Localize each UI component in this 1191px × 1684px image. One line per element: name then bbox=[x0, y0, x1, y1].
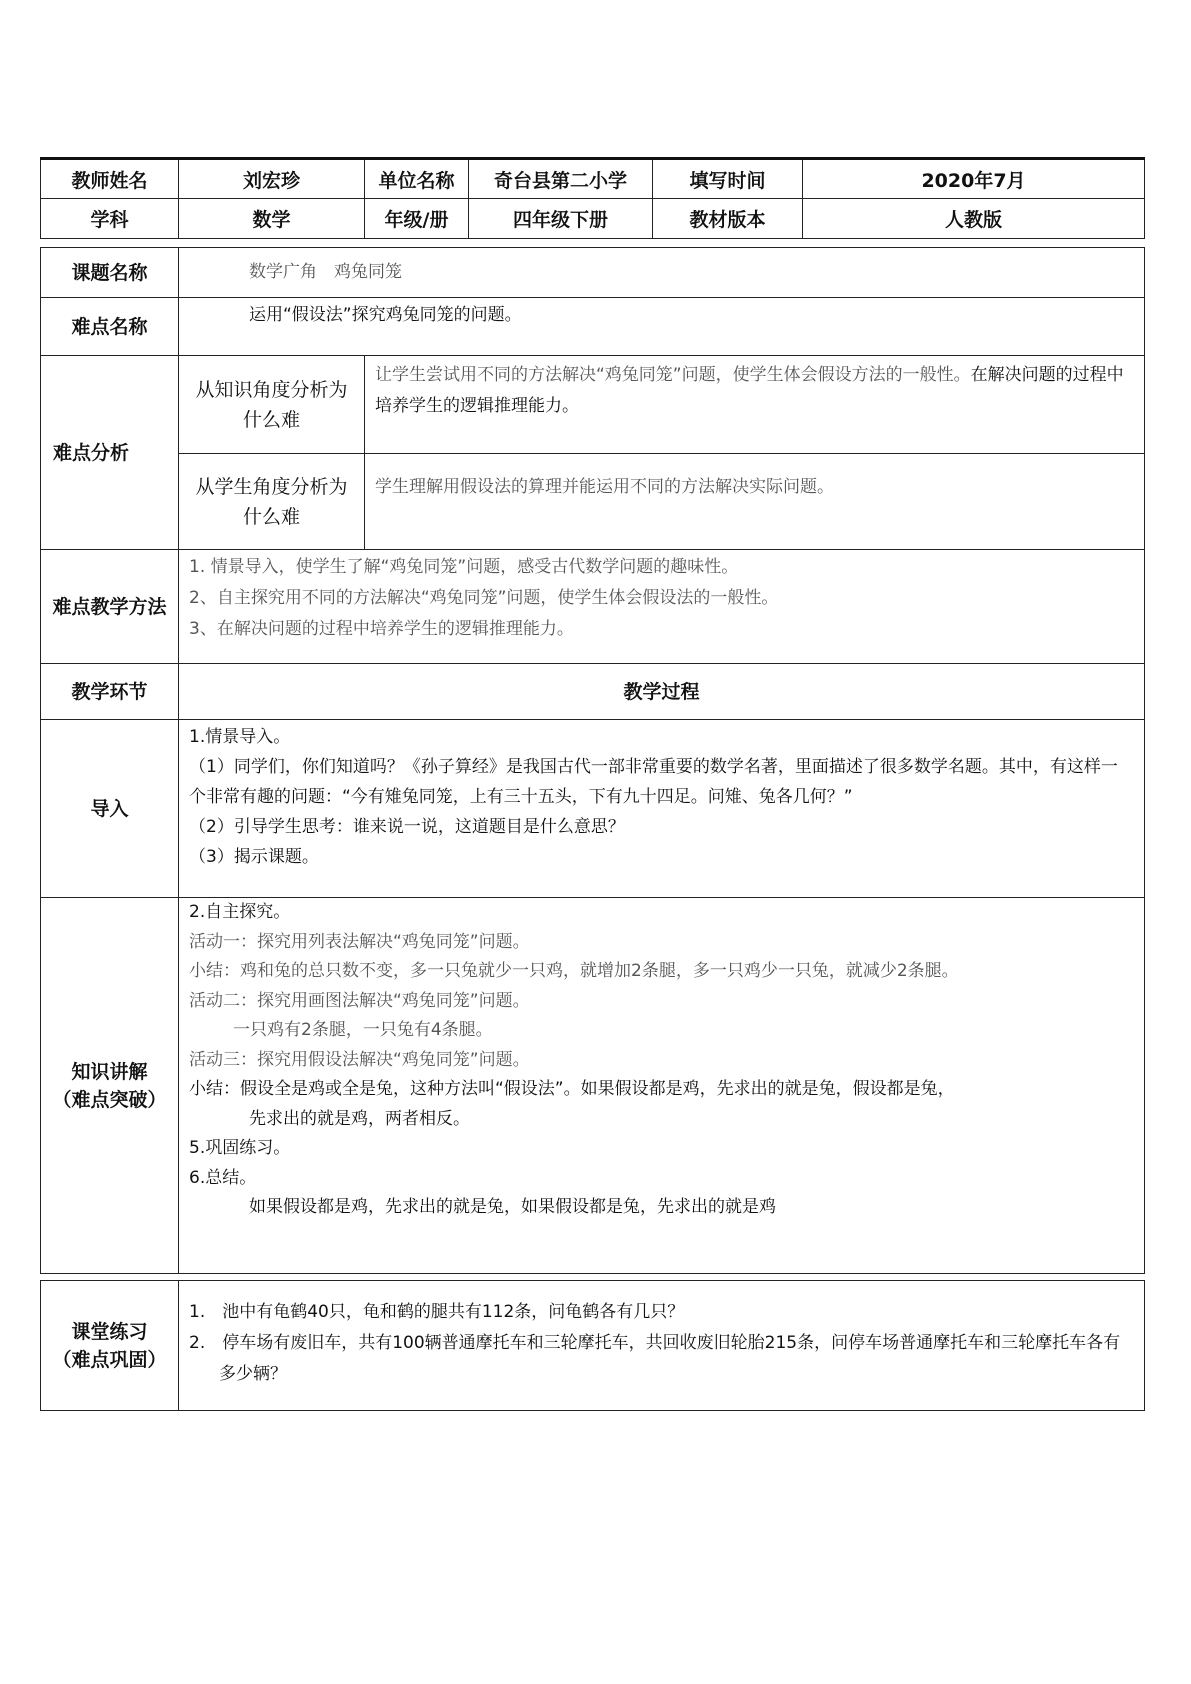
knowledge-angle-text bbox=[365, 356, 1145, 454]
method-label: 难点教学方法 bbox=[41, 550, 179, 664]
explain-line-3: 小结：鸡和兔的总只数不变，多一只兔就少一只鸡，就增加2条腿，多一只鸡少一只兔，就减少2条腿。 bbox=[189, 961, 959, 981]
practice-label: 课堂练习 bbox=[71, 1320, 148, 1343]
method-line-2: 2、自主探究用不同的方法解决“鸡兔同笼”问题，使学生体会假设法的一般性。 bbox=[189, 588, 779, 608]
explain-label: 知识讲解 bbox=[71, 1060, 148, 1083]
explain-line-10: 6.总结。 bbox=[189, 1167, 257, 1188]
intro-label: 导入 bbox=[41, 720, 179, 898]
practice-row bbox=[41, 1281, 1145, 1411]
subject-value: 数学 bbox=[179, 199, 365, 239]
student-angle-label: 从学生角度分析为什么难 bbox=[179, 454, 365, 550]
practice-text bbox=[179, 1281, 1145, 1411]
analysis-student-row bbox=[41, 454, 1145, 550]
teacher-name-value: 刘宏珍 bbox=[179, 159, 365, 199]
intro-text bbox=[179, 720, 1145, 898]
topic-label: 课题名称 bbox=[41, 248, 179, 298]
process-section-label: 教学环节 bbox=[41, 664, 179, 720]
explain-row bbox=[41, 898, 1145, 1274]
unit-name-label: 单位名称 bbox=[365, 159, 469, 199]
method-row bbox=[41, 550, 1145, 664]
intro-line-4: （3）揭示课题。 bbox=[189, 847, 319, 867]
practice-question-2: 2. 停车场有废旧车，共有100辆普通摩托车和三轮摩托车，共回收废旧轮胎215条，问停车场普通摩托车和三轮摩托车各有多少辆？ bbox=[189, 1333, 1121, 1384]
subject-label: 学科 bbox=[41, 199, 179, 239]
process-header-row bbox=[41, 664, 1145, 720]
textbook-label: 教材版本 bbox=[653, 199, 803, 239]
practice-label-cell bbox=[41, 1281, 179, 1411]
explain-line-1: 2.自主探究。 bbox=[189, 902, 291, 922]
analysis-label: 难点分析 bbox=[41, 356, 179, 550]
grade-value: 四年级下册 bbox=[469, 199, 653, 239]
teacher-name-label: 教师姓名 bbox=[41, 159, 179, 199]
spacer-row bbox=[41, 239, 1145, 248]
topic-row bbox=[41, 248, 1145, 298]
intro-row bbox=[41, 720, 1145, 898]
practice-question-1: 1. 池中有龟鹤40只，龟和鹤的腿共有112条，问龟鹤各有几只？ bbox=[189, 1302, 685, 1322]
fill-time-value: 2020年7月 bbox=[803, 159, 1145, 199]
explain-sublabel: （难点突破） bbox=[52, 1088, 167, 1111]
spacer-row-2 bbox=[41, 1274, 1145, 1281]
explain-label-cell bbox=[41, 898, 179, 1274]
knowledge-text-a: 让学生尝试用不同的方法解决“鸡兔同笼”问题，使学生体会假设方法的一般性。 bbox=[375, 365, 971, 385]
explain-line-9: 5.巩固练习。 bbox=[189, 1138, 291, 1158]
intro-line-3: （2）引导学生思考：谁来说一说，这道题目是什么意思？ bbox=[189, 817, 625, 837]
analysis-knowledge-row bbox=[41, 356, 1145, 454]
explain-line-2: 活动一：探究用列表法解决“鸡兔同笼”问题。 bbox=[189, 931, 530, 952]
knowledge-text-b: 在解决问题的过程中培养学生的逻辑推理能力。 bbox=[375, 365, 1124, 416]
difficulty-value: 运用“假设法”探究鸡兔同笼的问题。 bbox=[179, 298, 1145, 356]
intro-line-2: （1）同学们，你们知道吗？《孙子算经》是我国古代一部非常重要的数学名著，里面描述了很多数学名题。其中，有这样一个非常有趣的问题：“今有雉兔同笼，上有三十五头，下有九十四足。问雉、兔各几何？” bbox=[189, 757, 1118, 807]
explain-line-8: 先求出的就是鸡，两者相反。 bbox=[249, 1108, 470, 1129]
method-text bbox=[179, 550, 1145, 664]
textbook-value: 人教版 bbox=[803, 199, 1145, 239]
student-angle-text: 学生理解用假设法的算理并能运用不同的方法解决实际问题。 bbox=[365, 454, 1145, 550]
difficulty-row bbox=[41, 298, 1145, 356]
header-row-1 bbox=[41, 159, 1145, 199]
explain-line-4: 活动二：探究用画图法解决“鸡兔同笼”问题。 bbox=[189, 990, 530, 1011]
knowledge-angle-label: 从知识角度分析为什么难 bbox=[179, 356, 365, 454]
explain-line-7: 小结：假设全是鸡或全是兔，这种方法叫“假设法”。如果假设都是鸡，先求出的就是兔，假设都是兔， bbox=[189, 1079, 955, 1099]
explain-line-6: 活动三：探究用假设法解决“鸡兔同笼”问题。 bbox=[189, 1049, 530, 1070]
explain-line-5: 一只鸡有2条腿，一只兔有4条腿。 bbox=[233, 1020, 493, 1040]
lesson-plan-table-container bbox=[40, 157, 1144, 1411]
header-row-2 bbox=[41, 199, 1145, 239]
method-line-3: 3、在解决问题的过程中培养学生的逻辑推理能力。 bbox=[189, 619, 574, 639]
practice-sublabel: （难点巩固） bbox=[52, 1348, 167, 1371]
fill-time-label: 填写时间 bbox=[653, 159, 803, 199]
difficulty-label: 难点名称 bbox=[41, 298, 179, 356]
method-line-1: 1. 情景导入，使学生了解“鸡兔同笼”问题，感受古代数学问题的趣味性。 bbox=[189, 557, 739, 577]
explain-line-11: 如果假设都是鸡，先求出的就是兔，如果假设都是兔，先求出的就是鸡 bbox=[249, 1197, 776, 1217]
lesson-plan-table bbox=[40, 157, 1145, 1411]
topic-value: 数学广角 鸡兔同笼 bbox=[179, 248, 1145, 298]
grade-label: 年级/册 bbox=[365, 199, 469, 239]
process-title: 教学过程 bbox=[179, 664, 1145, 720]
unit-name-value: 奇台县第二小学 bbox=[469, 159, 653, 199]
intro-line-1: 1.情景导入。 bbox=[189, 727, 291, 747]
explain-text bbox=[179, 898, 1145, 1274]
